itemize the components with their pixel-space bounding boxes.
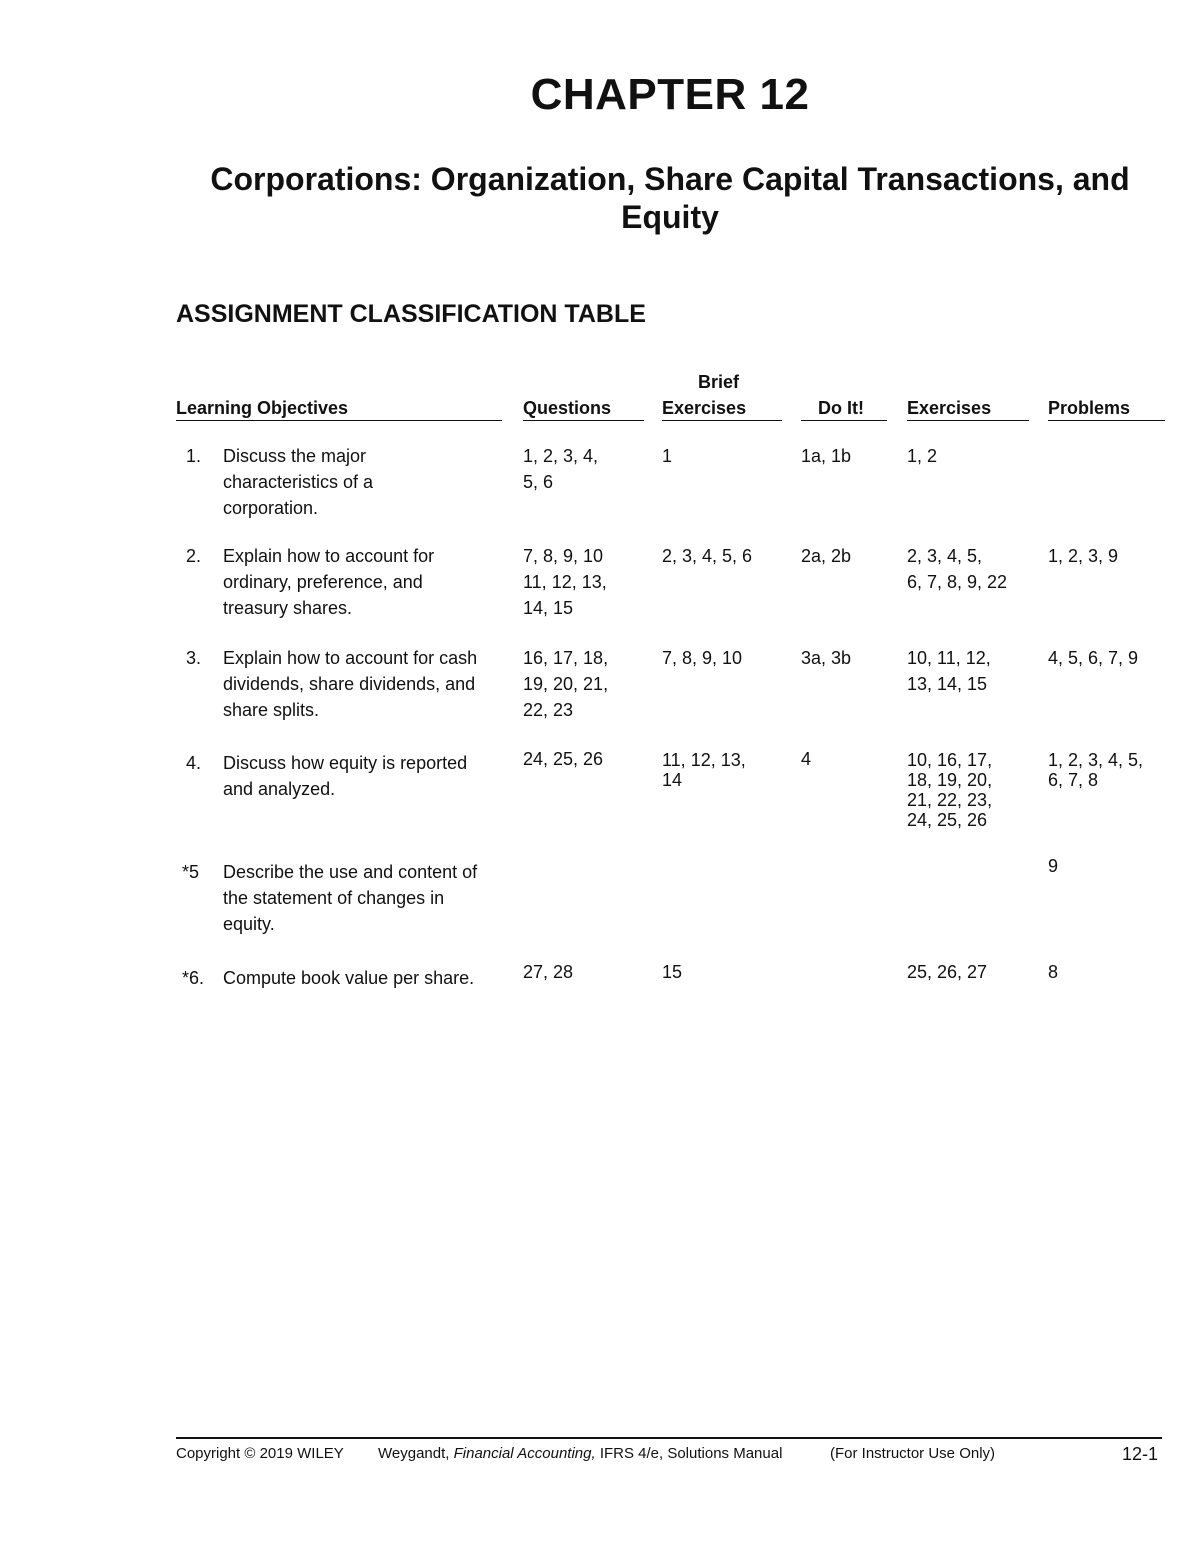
footer-note: (For Instructor Use Only) bbox=[830, 1445, 996, 1462]
do-it-cell: 2a, 2b bbox=[801, 546, 852, 566]
exercises-cell: 10, 11, 12, 13, 14, 15 bbox=[907, 648, 991, 694]
exercises-cell: 25, 26, 27 bbox=[907, 962, 988, 982]
learning-objective: Compute book value per share. bbox=[223, 968, 475, 988]
footer-copyright: Copyright © 2019 WILEY bbox=[176, 1445, 344, 1462]
problems-cell: 1, 2, 3, 4, 5, 6, 7, 8 bbox=[1048, 750, 1144, 790]
header-underline-exercises bbox=[907, 420, 1029, 421]
header-questions: Questions bbox=[523, 398, 612, 418]
problems-cell: 4, 5, 6, 7, 9 bbox=[1048, 648, 1139, 668]
header-exercises: Exercises bbox=[907, 398, 992, 418]
questions-cell: 1, 2, 3, 4, 5, 6 bbox=[523, 446, 599, 492]
footer-author: Weygandt, bbox=[378, 1445, 450, 1462]
header-underline-questions bbox=[523, 420, 644, 421]
do-it-cell: 1a, 1b bbox=[801, 446, 852, 466]
row-number: 4. bbox=[186, 753, 202, 773]
section-heading: ASSIGNMENT CLASSIFICATION TABLE bbox=[176, 300, 646, 328]
brief-exercises-cell: 2, 3, 4, 5, 6 bbox=[662, 546, 753, 566]
header-do-it: Do It! bbox=[818, 398, 864, 418]
brief-exercises-cell: 1 bbox=[662, 446, 673, 466]
do-it-cell: 4 bbox=[801, 749, 812, 769]
header-brief-top: Brief bbox=[698, 372, 740, 392]
page-number: 12-1 bbox=[1122, 1444, 1159, 1464]
questions-cell: 27, 28 bbox=[523, 962, 574, 982]
brief-exercises-cell: 7, 8, 9, 10 bbox=[662, 648, 743, 668]
exercises-cell: 10, 16, 17, 18, 19, 20, 21, 22, 23, 24, 25, 26 bbox=[907, 750, 993, 830]
exercises-cell: 1, 2 bbox=[907, 446, 938, 466]
row-number: 2. bbox=[186, 546, 202, 566]
learning-objective: Discuss how equity is reported and analyzed. bbox=[223, 753, 468, 799]
questions-cell: 24, 25, 26 bbox=[523, 749, 604, 769]
footer-edition: IFRS 4/e, Solutions Manual bbox=[599, 1445, 783, 1462]
header-learning-objectives: Learning Objectives bbox=[176, 398, 349, 418]
row-number: 1. bbox=[186, 446, 202, 466]
learning-objective: Describe the use and content of the statement of changes in equity. bbox=[223, 862, 478, 934]
questions-cell: 16, 17, 18, 19, 20, 21, 22, 23 bbox=[523, 648, 609, 720]
footer-citation bbox=[378, 1445, 782, 1462]
footer-rule bbox=[176, 1437, 1162, 1439]
learning-objective: Explain how to account for cash dividends, share dividends, and share splits. bbox=[223, 648, 478, 720]
header-underline-brief bbox=[662, 420, 782, 421]
problems-cell: 8 bbox=[1048, 962, 1059, 982]
row-number: 3. bbox=[186, 648, 202, 668]
footer-book-title: Financial Accounting, bbox=[453, 1445, 596, 1462]
do-it-cell: 3a, 3b bbox=[801, 648, 852, 668]
brief-exercises-cell: 15 bbox=[662, 962, 683, 982]
header-problems: Problems bbox=[1048, 398, 1131, 418]
row-number: *5 bbox=[182, 862, 200, 882]
chapter-heading: CHAPTER 12 bbox=[530, 70, 810, 119]
header-underline-lo bbox=[176, 420, 502, 421]
header-underline-doit bbox=[801, 420, 887, 421]
header-underline-problems bbox=[1048, 420, 1165, 421]
learning-objective: Discuss the major characteristics of a corporation. bbox=[223, 446, 374, 518]
chapter-title: Corporations: Organization, Share Capital Transactions, and Equity bbox=[210, 161, 1130, 235]
problems-cell: 1, 2, 3, 9 bbox=[1048, 546, 1119, 566]
learning-objective: Explain how to account for ordinary, preference, and treasury shares. bbox=[223, 546, 435, 618]
exercises-cell: 2, 3, 4, 5, 6, 7, 8, 9, 22 bbox=[907, 546, 1008, 592]
brief-exercises-cell: 11, 12, 13, 14 bbox=[662, 750, 746, 790]
row-number: *6. bbox=[182, 968, 205, 988]
problems-cell: 9 bbox=[1048, 856, 1059, 876]
questions-cell: 7, 8, 9, 10 11, 12, 13, 14, 15 bbox=[523, 546, 607, 618]
header-brief-exercises: Exercises bbox=[662, 398, 747, 418]
